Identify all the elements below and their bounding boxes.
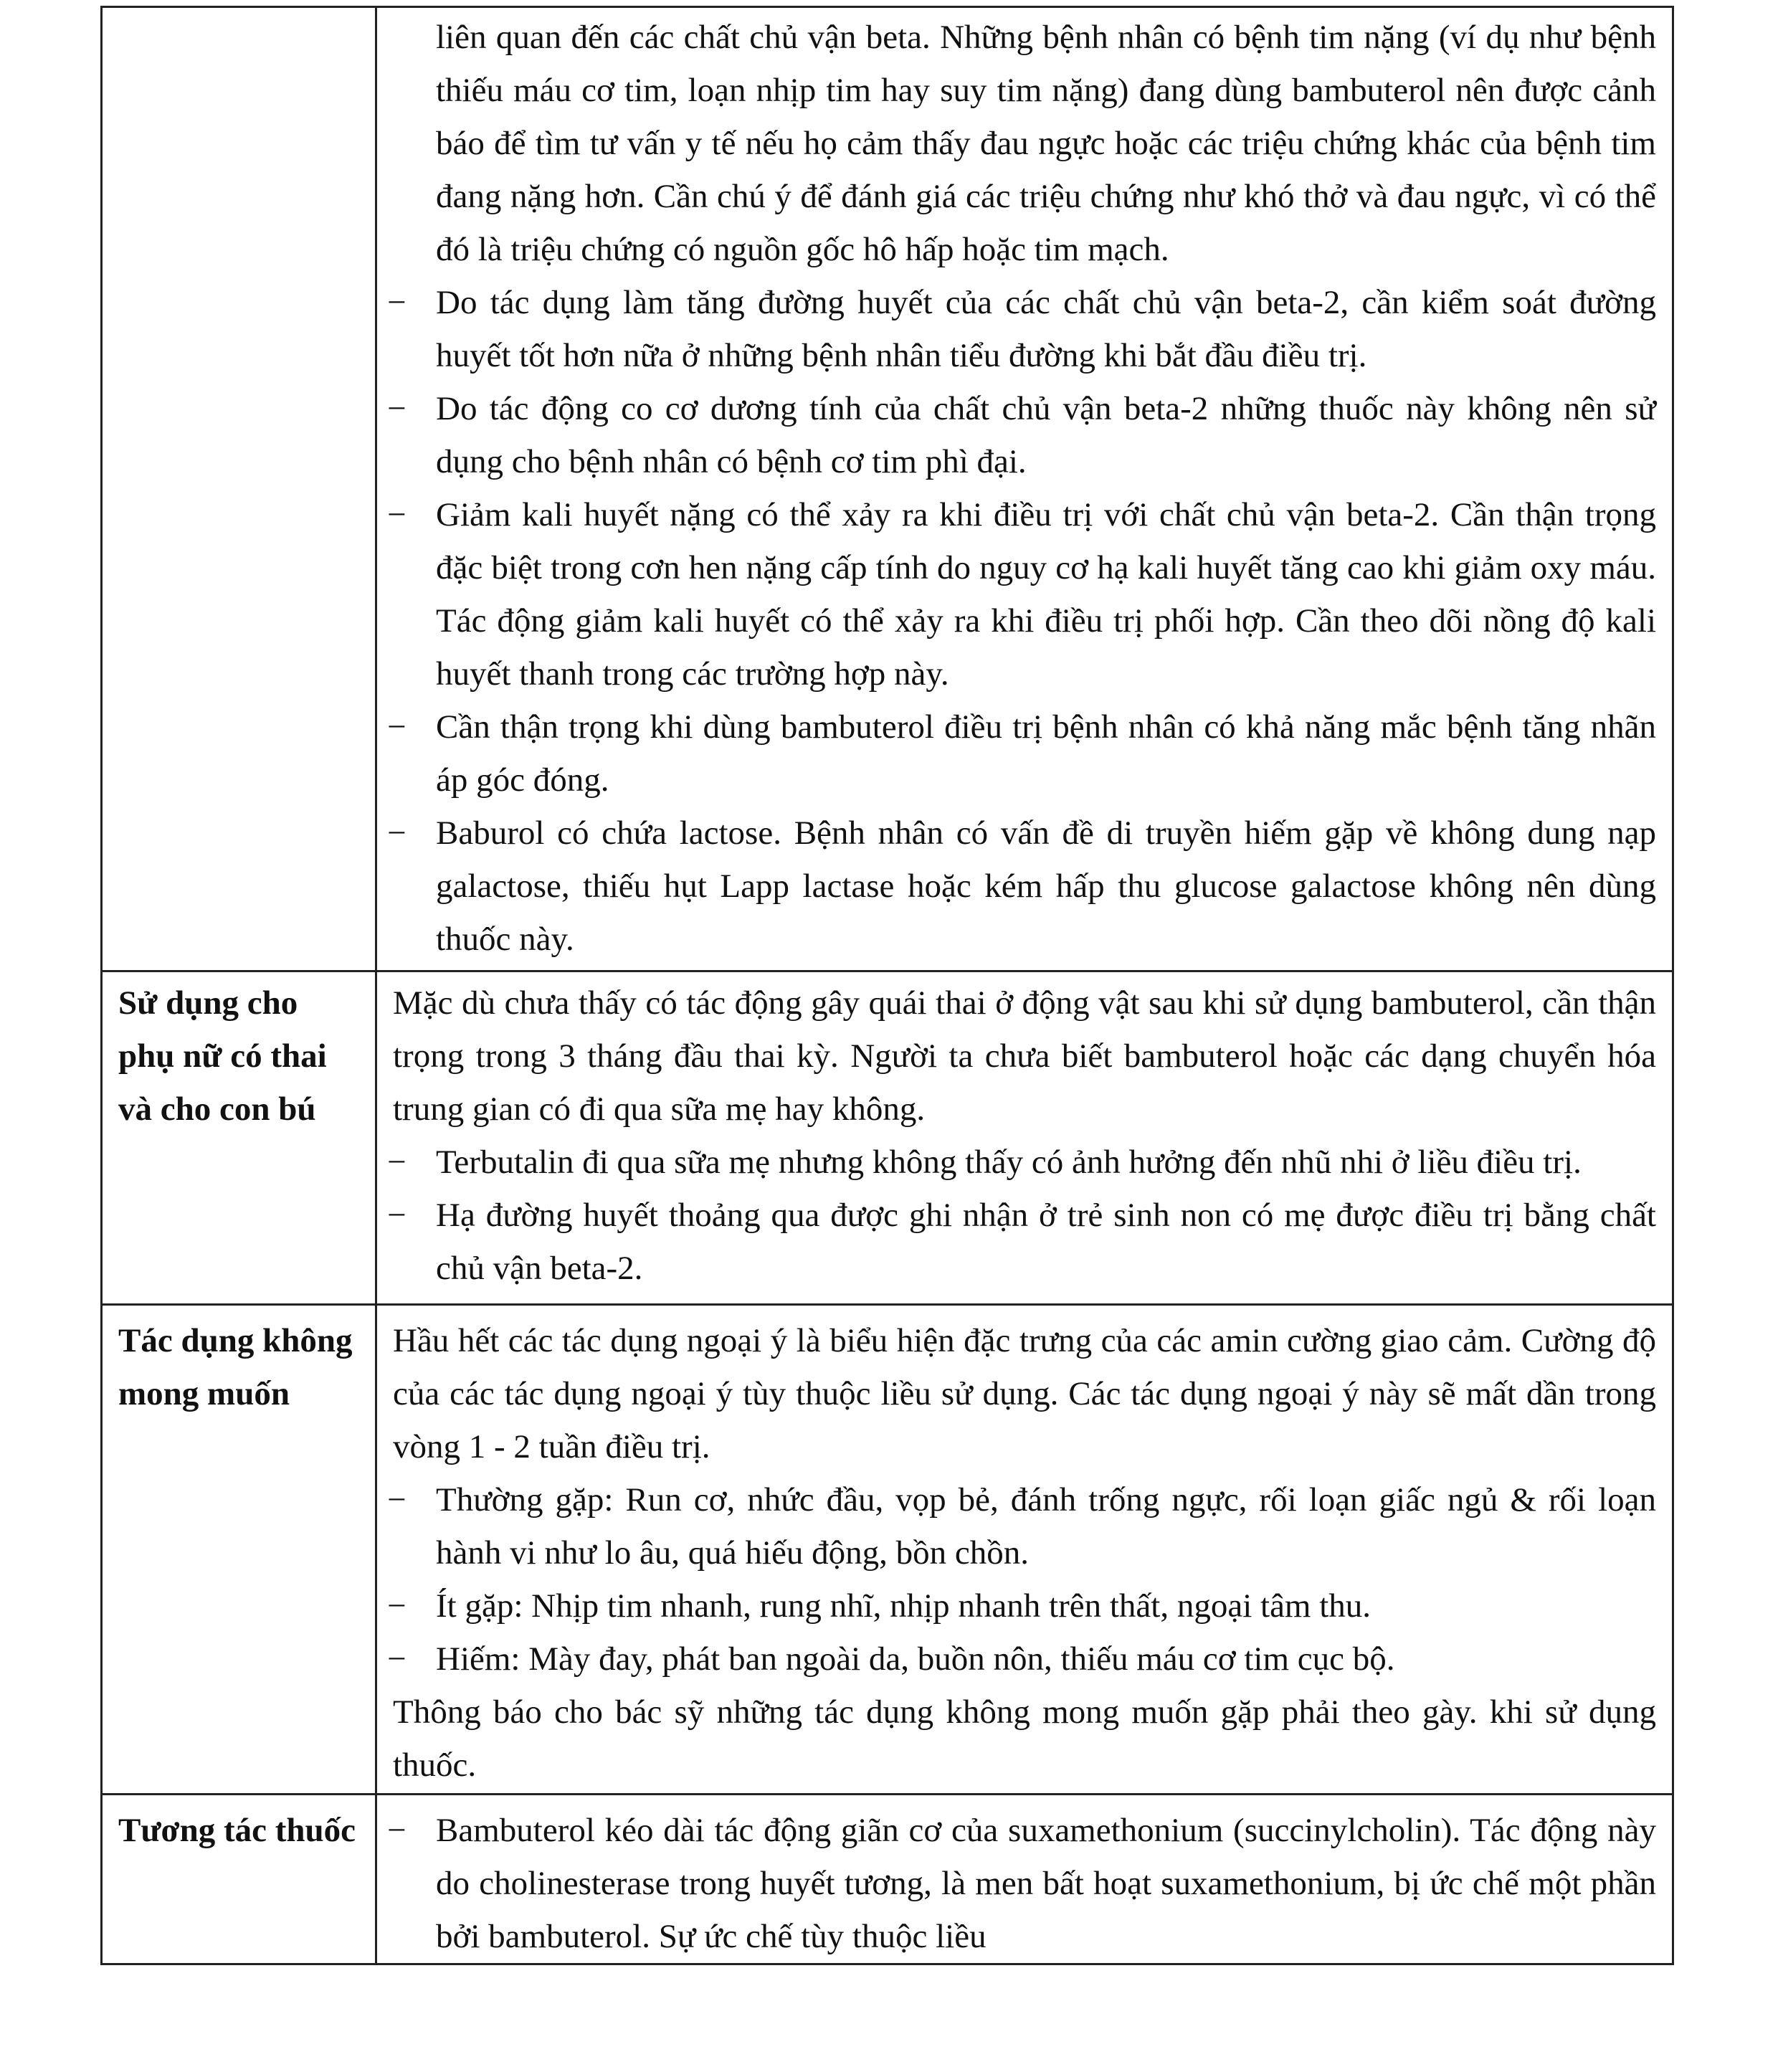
list-item-text: Thường gặp: Run cơ, nhức đầu, vọp bẻ, đánh trống ngực, rối loạn giấc ngủ & rối loạn hành vi như lo âu, quá hiếu động, bồn chồn. <box>436 1481 1656 1572</box>
list-item <box>377 1473 1656 1579</box>
list-item-text: Hạ đường huyết thoảng qua được ghi nhận ở trẻ sinh non có mẹ được điều trị bằng chất chủ vận beta-2. <box>436 1197 1656 1287</box>
dash-bullet: − <box>387 1587 407 1625</box>
list-item-text: Hiếm: Mày đay, phát ban ngoài da, buồn nôn, thiếu máu cơ tim cục bộ. <box>436 1640 1395 1678</box>
list-item <box>377 1804 1656 1963</box>
drug-info-table <box>100 6 1674 1965</box>
dash-bullet: − <box>387 390 407 427</box>
continuation-paragraph: liên quan đến các chất chủ vận beta. Những bệnh nhân có bệnh tim nặng (ví dụ như bệnh thiếu máu cơ tim, loạn nhịp tim hay suy tim nặng) đang dùng bambuterol nên được cảnh báo để tìm tư vấn y tế nếu họ cảm thấy đau ngực hoặc các triệu chứng khác của bệnh tim đang nặng hơn. Cần chú ý để đánh giá các triệu chứng như khó thở và đau ngực, vì có thể đó là triệu chứng có nguồn gốc hô hấp hoặc tim mạch. <box>436 19 1656 268</box>
row-label-cell <box>102 7 376 971</box>
dash-bullet: − <box>387 814 407 852</box>
row-label: Tác dụng không mong muốn <box>118 1322 353 1412</box>
list-item-text: Do tác động co cơ dương tính của chất chủ vận beta-2 những thuốc này không nên sử dụng cho bệnh nhân có bệnh cơ tim phì đại. <box>436 390 1656 480</box>
row-label: Tương tác thuốc <box>118 1812 356 1849</box>
table-row-interactions <box>102 1795 1673 1964</box>
list-item-text: Baburol có chứa lactose. Bệnh nhân có vấn đề di truyền hiếm gặp về không dung nạp galactose, thiếu hụt Lapp lactase hoặc kém hấp thu glucose galactose không nên dùng thuốc này. <box>436 814 1656 958</box>
row-content-cell <box>376 1795 1673 1964</box>
list-item <box>377 1189 1656 1295</box>
list-item <box>377 276 1656 382</box>
intro-paragraph: Mặc dù chưa thấy có tác động gây quái thai ở động vật sau khi sử dụng bambuterol, cần thận trọng trong 3 tháng đầu thai kỳ. Người ta chưa biết bambuterol hoặc các dạng chuyển hóa trung gian có đi qua sữa mẹ hay không. <box>393 984 1656 1128</box>
table-row-adverse-effects <box>102 1305 1673 1795</box>
table-row-pregnancy <box>102 971 1673 1305</box>
list-item <box>377 1579 1656 1633</box>
row-label-cell <box>102 1305 376 1795</box>
row-content-cell <box>376 971 1673 1305</box>
list-item-text: Terbutalin đi qua sữa mẹ nhưng không thấy có ảnh hưởng đến nhũ nhi ở liều điều trị. <box>436 1144 1582 1181</box>
list-item <box>377 1633 1656 1686</box>
dash-bullet: − <box>387 1481 407 1519</box>
list-item-text: Cần thận trọng khi dùng bambuterol điều trị bệnh nhân có khả năng mắc bệnh tăng nhãn áp góc đóng. <box>436 708 1656 799</box>
dash-bullet: − <box>387 1640 407 1678</box>
dash-bullet: − <box>387 284 407 321</box>
list-item-text: Giảm kali huyết nặng có thể xảy ra khi điều trị với chất chủ vận beta-2. Cần thận trọng đặc biệt trong cơn hen nặng cấp tính do nguy cơ hạ kali huyết tăng cao khi giảm oxy máu. Tác động giảm kali huyết có thể xảy ra khi điều trị phối hợp. Cần theo dõi nồng độ kali huyết thanh trong các trường hợp này. <box>436 496 1656 693</box>
dash-bullet: − <box>387 1812 407 1849</box>
dash-bullet: − <box>387 496 407 533</box>
table-row-precautions <box>102 7 1673 971</box>
row-label-cell <box>102 971 376 1305</box>
row-content-cell <box>376 7 1673 971</box>
dash-bullet: − <box>387 1144 407 1181</box>
list-item <box>377 1136 1656 1189</box>
list-item-text: Do tác dụng làm tăng đường huyết của các chất chủ vận beta-2, cần kiểm soát đường huyết tốt hơn nữa ở những bệnh nhân tiểu đường khi bắt đầu điều trị. <box>436 284 1656 374</box>
list-item <box>377 700 1656 807</box>
row-label: Sử dụng cho phụ nữ có thai và cho con bú <box>118 984 327 1128</box>
list-item <box>377 807 1656 966</box>
list-item <box>377 382 1656 488</box>
row-content-cell <box>376 1305 1673 1795</box>
list-item-text: Ít gặp: Nhịp tim nhanh, rung nhĩ, nhịp nhanh trên thất, ngoại tâm thu. <box>436 1587 1371 1625</box>
outro-paragraph: Thông báo cho bác sỹ những tác dụng không mong muốn gặp phải theo gày. khi sử dụng thuốc. <box>393 1693 1656 1784</box>
row-label-cell <box>102 1795 376 1964</box>
intro-paragraph: Hầu hết các tác dụng ngoại ý là biểu hiện đặc trưng của các amin cường giao cảm. Cường độ của các tác dụng ngoại ý tùy thuộc liều sử dụng. Các tác dụng ngoại ý này sẽ mất dần trong vòng 1 - 2 tuần điều trị. <box>393 1322 1656 1465</box>
dash-bullet: − <box>387 1197 407 1234</box>
list-item-text: Bambuterol kéo dài tác động giãn cơ của suxamethonium (succinylcholin). Tác động này do cholinesterase trong huyết tương, là men bất hoạt suxamethonium, bị ức chế một phần bởi bambuterol. Sự ức chế tùy thuộc liều <box>436 1812 1656 1955</box>
list-item <box>377 488 1656 700</box>
dash-bullet: − <box>387 708 407 746</box>
